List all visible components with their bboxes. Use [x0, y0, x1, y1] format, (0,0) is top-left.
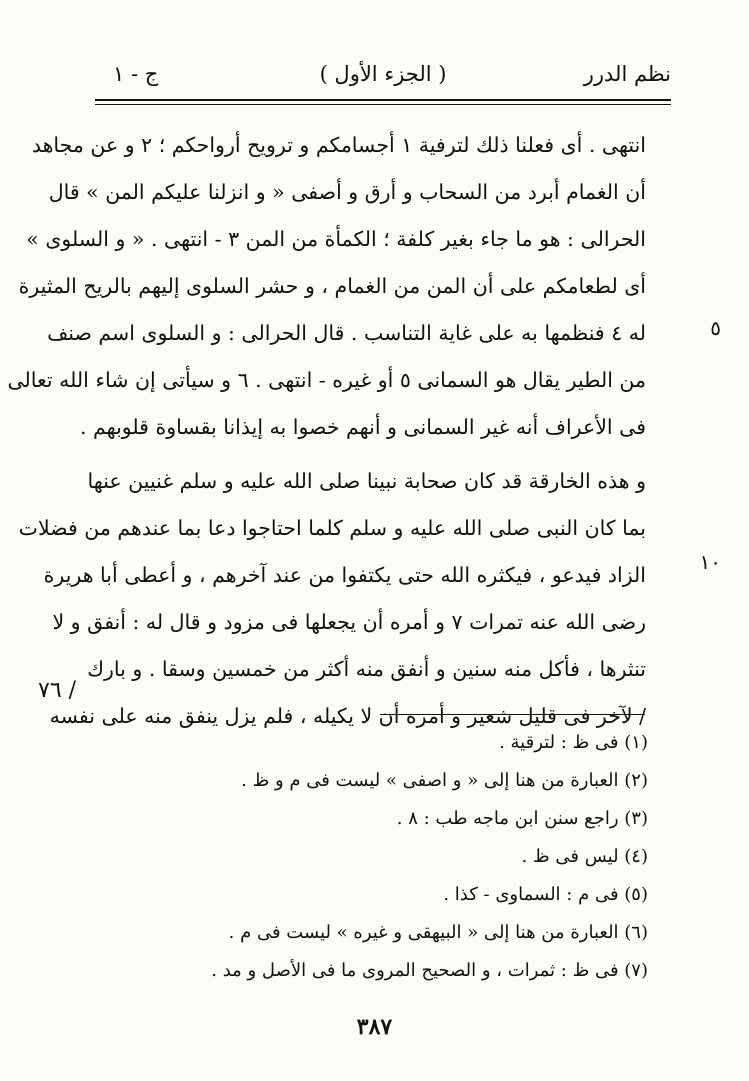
- text-line: رضى الله عنه تمرات ٧ و أمره أن يجعلها فى مزود و قال له : أنفق و لا: [52, 610, 646, 634]
- text-line: / لآخر فى قليل شعير و أمره أن لا يكيله ، فلم يزل ينفق منه على نفسه: [49, 704, 646, 728]
- running-header: [95, 56, 671, 96]
- line-number-10: ١٠: [699, 550, 721, 574]
- footnote: (٤) ليس فى ظ .: [521, 846, 648, 867]
- text-line: من الطير يقال هو السمانى ٥ أو غيره - انتهى . ٦ و سيأتى إن شاء الله تعالى: [7, 368, 646, 392]
- page-number: ٣٨٧: [356, 1014, 393, 1040]
- text-line: الزاد فيدعو ، فيكثره الله حتى يكتفوا من عند آخرهم ، و أعطى أبا هريرة: [43, 563, 646, 587]
- line-number-5: ٥: [710, 316, 721, 340]
- text-line: تنثرها ، فأكل منه سنين و أنفق منه أكثر من خمسين وسقا . و بارك: [87, 657, 646, 681]
- footnote: (٧) فى ظ : ثمرات ، و الصحيح المروى ما فى الأصل و مد .: [211, 960, 648, 981]
- header-rule: [95, 99, 671, 101]
- footnote: (٣) راجع سنن ابن ماجه طب : ٨ .: [396, 808, 648, 829]
- text-line: بما كان النبى صلى الله عليه و سلم كلما احتاجوا دعا بما عندهم من فضلات: [18, 516, 646, 540]
- text-line: أى لطعامكم على أن المن من الغمام ، و حشر السلوى إليهم بالريح المثيرة: [18, 274, 646, 298]
- footnotes: [160, 724, 648, 990]
- footnote: (٦) العبارة من هنا إلى « البيهقى و غيره » ليست فى م .: [228, 922, 648, 943]
- book-title: نظم الدرر: [583, 62, 671, 86]
- footnote-rule: [380, 714, 645, 715]
- text-line: انتهى . أى فعلنا ذلك لترفية ١ أجسامكم و ترويح أرواحكم ؛ ٢ و عن مجاهد: [31, 133, 646, 157]
- text-line: الحرالى : هو ما جاء بغير كلفة ؛ الكمأة من المن ٣ - انتهى . « و السلوى »: [26, 227, 646, 251]
- text-line: و هذه الخارقة قد كان صحابة نبينا صلى الله عليه و سلم غنيين عنها: [87, 469, 646, 493]
- volume-label: ج - ١: [113, 62, 159, 86]
- manuscript-page-reference: / ٧٦: [38, 678, 77, 703]
- header-rule-thin: [95, 104, 671, 105]
- text-line: فى الأعراف أنه غير السمانى و أنهم خصوا به إيذانا بقساوة قلوبهم .: [79, 415, 646, 439]
- part-label: ( الجزء الأول ): [319, 62, 447, 86]
- text-line: له ٤ فنظمها به على غاية التناسب . قال الحرالى : و السلوى اسم صنف: [47, 321, 646, 345]
- text-line: أن الغمام أبرد من السحاب و أرق و أصفى « و انزلنا عليكم المن » قال: [48, 180, 646, 204]
- footnote: (١) فى ظ : لترقية .: [499, 732, 648, 753]
- footnote: (٢) العبارة من هنا إلى « و اصفى » ليست فى م و ظ .: [241, 770, 648, 791]
- footnote: (٥) فى م : السماوى - كذا .: [443, 884, 648, 905]
